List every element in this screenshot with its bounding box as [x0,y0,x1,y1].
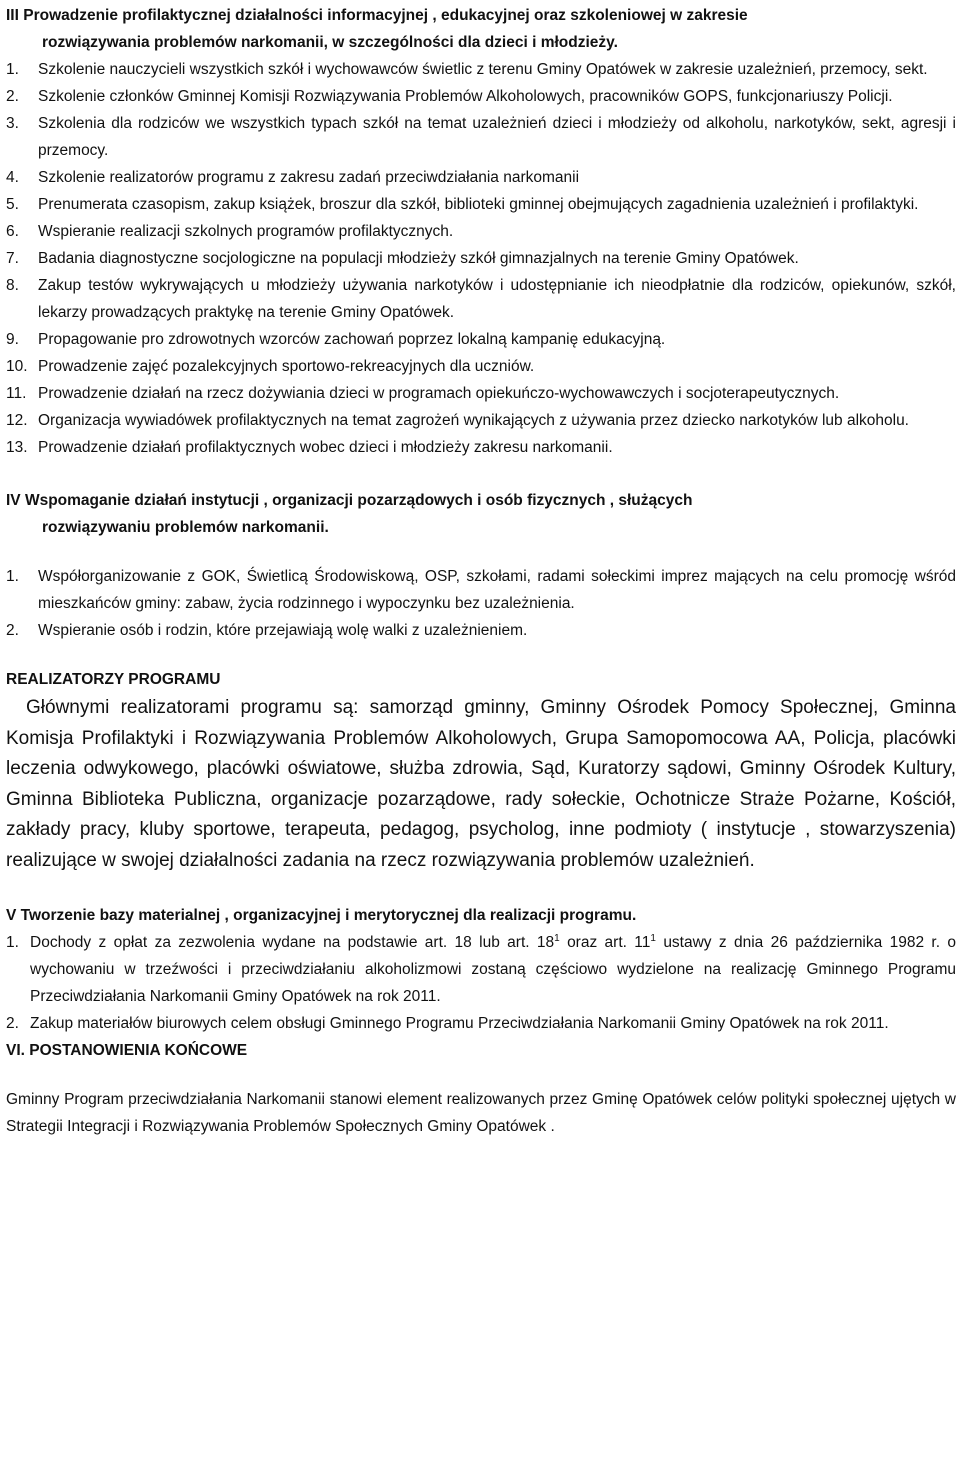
realizatorzy-paragraph: Głównymi realizatorami programu są: samorząd gminny, Gminny Ośrodek Pomocy Społecznej, Gminna Komisja Profilaktyki i Rozwiązywania Problemów Alkoholowych, Grupa Samopomocowa AA, Policja, placówki leczenia odwykowego, placówki oświatowe, służba zdrowia, Sąd, Kuratorzy sądowi, Gminny Ośrodek Kultury, Gminna Biblioteka Publiczna, organizacje pozarządowe, rady sołeckie, Ochotnicze Straże Pożarne, Kościół, zakłady pracy, kluby sportowe, terapeuta, pedagog, psycholog, inne podmioty ( instytucje , stowarzyszenia) realizujące w swojej działalności zadania na rzecz rozwiązywania problemów uzależnień. [6,697,956,871]
section-3-heading-line1: III Prowadzenie profilaktycznej działalności informacyjnej , edukacyjnej oraz szkoleniowej w zakresie [6,7,748,24]
section-3-heading [6,2,956,56]
list-item: 1. Współorganizowanie z GOK, Świetlicą Środowiskową, OSP, szkołami, radami sołeckimi imprez mających na celu promocję wśród mieszkańców gminy: zabaw, życia rodzinnego i wypoczynku bez uzależnienia. [6,568,956,612]
list-item: 1. Szkolenie nauczycieli wszystkich szkół i wychowawców świetlic z terenu Gminy Opatówek w zakresie uzależnień, przemocy, sekt. [6,61,928,78]
list-item: 12. Organizacja wywiadówek profilaktycznych na temat zagrożeń wynikających z używania przez dziecko narkotyków lub alkoholu. [6,412,909,429]
spacer [6,461,956,487]
list-item: 9. Propagowanie pro zdrowotnych wzorców zachowań poprzez lokalną kampanię edukacyjną. [6,331,666,348]
section-5-list [6,929,956,1037]
list-item: 7. Badania diagnostyczne socjologiczne na populacji młodzieży szkół gimnazjalnych na terenie Gminy Opatówek. [6,250,799,267]
spacer [6,541,956,563]
section-3-heading-line2: rozwiązywania problemów narkomanii, w szczególności dla dzieci i młodzieży. [42,34,618,51]
realizatorzy-heading: REALIZATORZY PROGRAMU [6,671,221,688]
section-4-heading-line1: IV Wspomaganie działań instytucji , organizacji pozarządowych i osób fizycznych , służących [6,492,693,509]
list-item: 11. Prowadzenie działań na rzecz dożywiania dzieci w programach opiekuńczo-wychowawczych i socjoterapeutycznych. [6,385,840,402]
list-item: 13. Prowadzenie działań profilaktycznych wobec dzieci i młodzieży zakresu narkomanii. [6,439,613,456]
section-5-heading: V Tworzenie bazy materialnej , organizacyjnej i merytorycznej dla realizacji programu. [6,907,637,924]
list-item: 1. Dochody z opłat za zezwolenia wydane na podstawie art. 18 lub art. $18^1$ oraz art. $11^1$ ustawy z dnia 26 października 1982 r. o wychowaniu w trzeźwości i przeciwdziałaniu alkoholizmowi zostaną częściowo wydzielone na realizację Gminnego Programu Przeciwdziałania Narkomanii Gminy Opatówek na rok 2011. [6,932,957,1005]
list-item: 3. Szkolenia dla rodziców we wszystkich typach szkół na temat uzależnień dzieci i młodzieży od alkoholu, narkotyków, sekt, agresji i przemocy. [6,115,956,159]
list-item: 2. Szkolenie członków Gminnej Komisji Rozwiązywania Problemów Alkoholowych, pracowników GOPS, funkcjonariuszy Policji. [6,88,893,105]
spacer [6,1064,956,1086]
list-item: 10. Prowadzenie zajęć pozalekcyjnych sportowo-rekreacyjnych dla uczniów. [6,358,535,375]
section-4-list [6,563,956,644]
list-item: 2. Wspieranie osób i rodzin, które przejawiają wolę walki z uzależnieniem. [6,622,528,639]
section-6-paragraph: Gminny Program przeciwdziałania Narkomanii stanowi element realizowanych przez Gminę Opatówek celów polityki społecznej ujętych w Strategii Integracji i Rozwiązywania Problemów Społecznych Gminy Opatówek . [6,1091,956,1135]
section-4-heading [6,487,956,541]
list-item: 6. Wspieranie realizacji szkolnych programów profilaktycznych. [6,223,454,240]
list-item: 2. Zakup materiałów biurowych celem obsługi Gminnego Programu Przeciwdziałania Narkomanii Gminy Opatówek na rok 2011. [6,1015,889,1032]
section-4-heading-line2: rozwiązywaniu problemów narkomanii. [42,519,329,536]
spacer [6,876,956,902]
section-3-list [6,56,956,461]
list-item: 4. Szkolenie realizatorów programu z zakresu zadań przeciwdziałania narkomanii [6,169,580,186]
section-6-heading: VI. POSTANOWIENIA KOŃCOWE [6,1042,248,1059]
list-item: 5. Prenumerata czasopism, zakup książek, broszur dla szkół, biblioteki gminnej obejmujących zagadnienia uzależnień i profilaktyki. [6,196,919,213]
spacer [6,644,956,666]
list-item: 8. Zakup testów wykrywających u młodzieży używania narkotyków i udostępnianie ich nieodpłatnie dla rodziców, opiekunów, szkół, lekarzy prowadzących praktykę na terenie Gminy Opatówek. [6,277,956,321]
